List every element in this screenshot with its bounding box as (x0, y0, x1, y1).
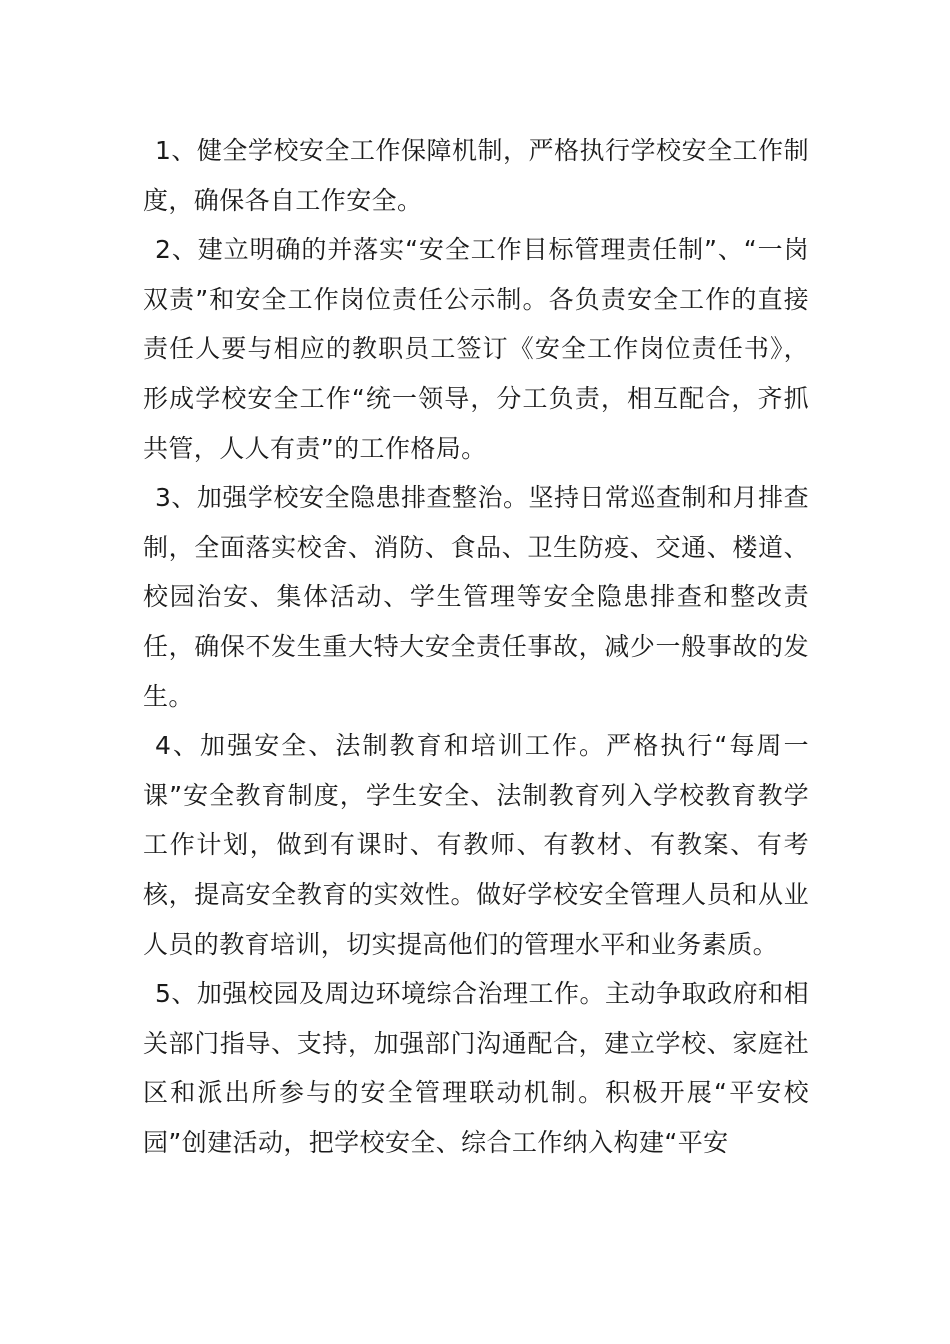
paragraph-5: 5、加强校园及周边环境综合治理工作。主动争取政府和相关部门指导、支持，加强部门沟通配合，建立学校、家庭社区和派出所参与的安全管理联动机制。积极开展“平安校园”创建活动，把学校安全、综合工作纳入构建“平安 (143, 979, 809, 1157)
paragraph-3: 3、加强学校安全隐患排查整治。坚持日常巡查制和月排查制，全面落实校舍、消防、食品、卫生防疫、交通、楼道、校园治安、集体活动、学生管理等安全隐患排查和整改责任，确保不发生重大特大安全责任事故，减少一般事故的发生。 (143, 483, 809, 711)
paragraph-4: 4、加强安全、法制教育和培训工作。严格执行“每周一课”安全教育制度，学生安全、法制教育列入学校教育教学工作计划，做到有课时、有教师、有教材、有教案、有考核，提高安全教育的实效性。做好学校安全管理人员和从业人员的教育培训，切实提高他们的管理水平和业务素质。 (143, 731, 809, 959)
paragraph-1: 1、健全学校安全工作保障机制，严格执行学校安全工作制度，确保各自工作安全。 (143, 136, 809, 215)
paragraph-2: 2、建立明确的并落实“安全工作目标管理责任制”、“一岗双责”和安全工作岗位责任公示制。各负责安全工作的直接责任人要与相应的教职员工签订《安全工作岗位责任书》，形成学校安全工作“统一领导，分工负责，相互配合，齐抓共管，人人有责”的工作格局。 (143, 235, 809, 463)
document-body (143, 126, 809, 1167)
